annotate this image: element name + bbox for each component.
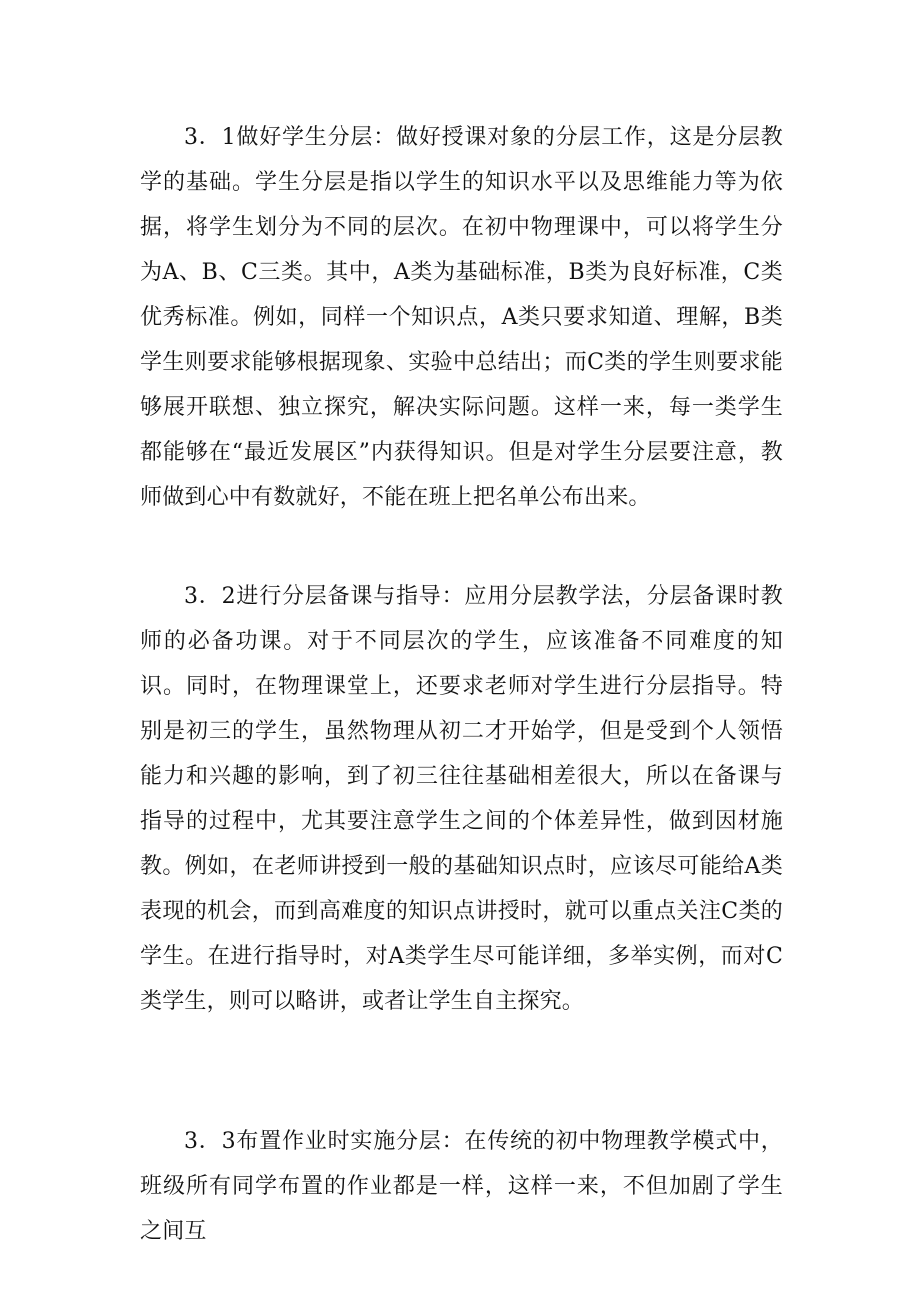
paragraph-3-3: 3．3布置作业时实施分层：在传统的初中物理教学模式中，班级所有同学布置的作业都是一样，这样一来，不但加剧了学生之间互 <box>140 1129 783 1244</box>
paragraph-3-2: 3．2进行分层备课与指导：应用分层教学法，分层备课时教师的必备功课。对于不同层次的学生，应该准备不同难度的知识。同时，在物理课堂上，还要求老师对学生进行分层指导。特别是初三的学生，虽然物理从初二才开始学，但是受到个人领悟能力和兴趣的影响，到了初三往往基础相差很大，所以在备课与指导的过程中，尤其要注意学生之间的个体差异性，做到因材施教。例如，在老师讲授到一般的基础知识点时，应该尽可能给A类表现的机会，而到高难度的知识点讲授时，就可以重点关注C类的学生。在进行指导时，对A类学生尽可能详细，多举实例，而对C类学生，则可以略讲，或者让学生自主探究。 <box>140 584 783 1014</box>
document-page <box>140 0 783 1302</box>
paragraph-3-1: 3．1做好学生分层：做好授课对象的分层工作，这是分层教学的基础。学生分层是指以学生的知识水平以及思维能力等为依据，将学生划分为不同的层次。在初中物理课中，可以将学生分为A、B、C三类。其中，A类为基础标准，B类为良好标准，C类优秀标准。例如，同样一个知识点，A类只要求知道、理解，B类学生则要求能够根据现象、实验中总结出；而C类的学生则要求能够展开联想、独立探究，解决实际问题。这样一来，每一类学生都能够在“最近发展区”内获得知识。但是对学生分层要注意，教师做到心中有数就好，不能在班上把名单公布出来。 <box>140 125 783 510</box>
